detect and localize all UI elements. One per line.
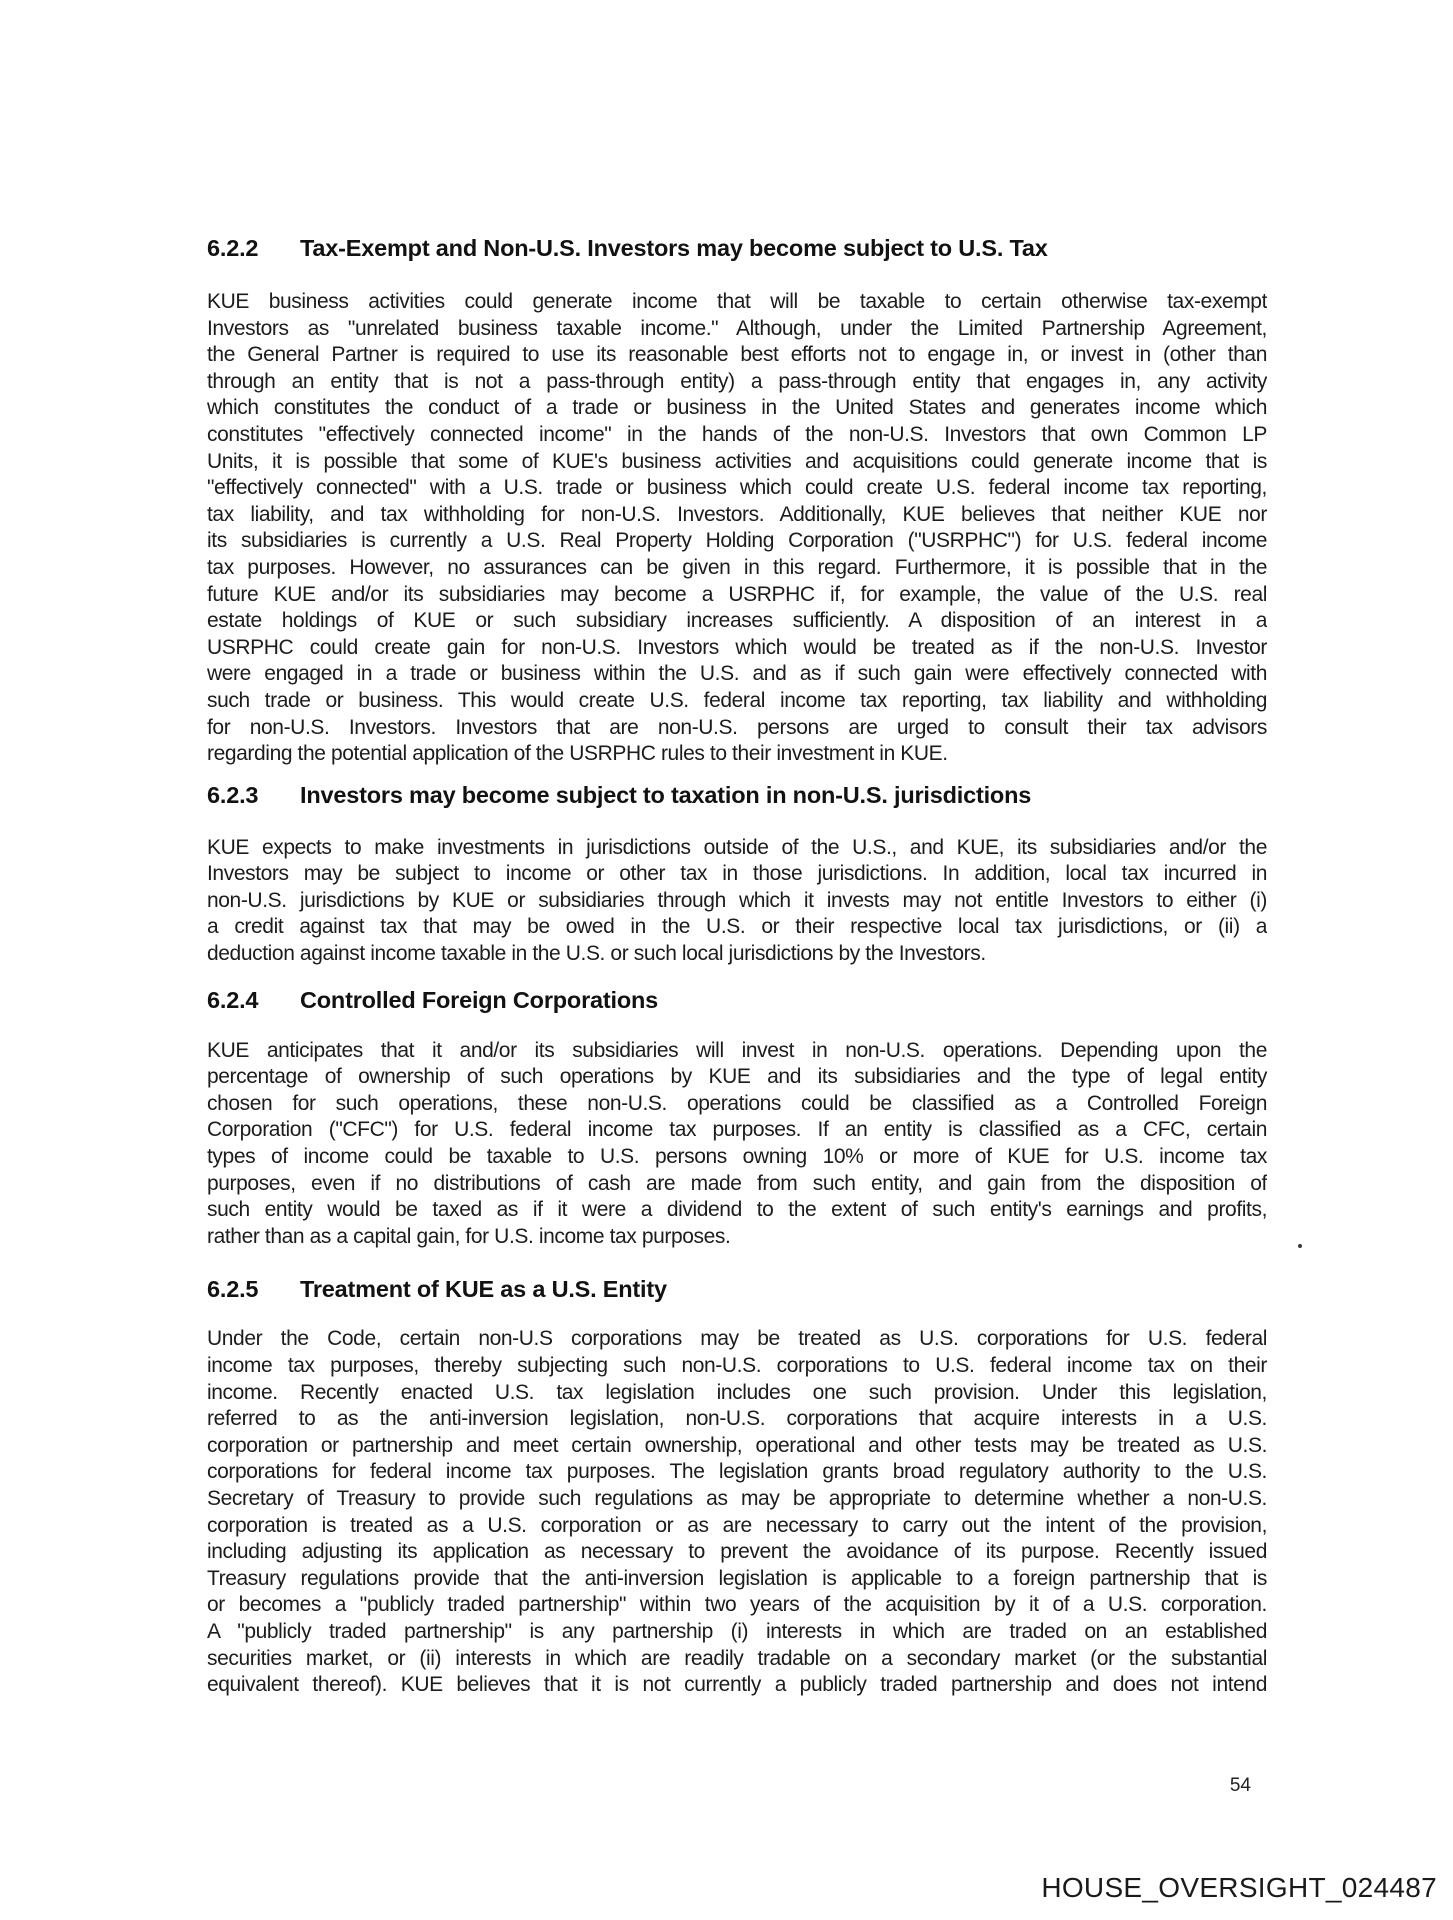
section-6-2-2 [207, 235, 1267, 768]
text-line: securities market, or (ii) interests in which are readily tradable on a secondary market (or the substantial [207, 1646, 1267, 1670]
text-line: regarding the potential application of the USRPHC rules to their investment in KUE. [207, 742, 948, 766]
text-line: deduction against income taxable in the U.S. or such local jurisdictions by the Investors. [207, 942, 986, 966]
text-line: or becomes a "publicly traded partnership" within two years of the acquisition by it of a U.S. corporation. [207, 1593, 1267, 1617]
text-line: Under the Code, certain non-U.S corporations may be treated as U.S. corporations for U.S. federal [207, 1327, 1267, 1351]
text-line: corporation or partnership and meet certain ownership, operational and other tests may be treated as U.S. [207, 1433, 1267, 1457]
text-line: tax purposes. However, no assurances can be given in this regard. Furthermore, it is possible that in the [207, 555, 1267, 579]
section-paragraph [207, 289, 1267, 768]
text-line: chosen for such operations, these non-U.S. operations could be classified as a Controlled Foreign [207, 1091, 1267, 1115]
scan-artifact-dot [1298, 1244, 1302, 1248]
text-line: KUE anticipates that it and/or its subsidiaries will invest in non-U.S. operations. Depending upon the [207, 1038, 1267, 1062]
text-line: such entity would be taxed as if it were a dividend to the extent of such entity's earnings and profits, [207, 1198, 1267, 1222]
text-line: types of income could be taxable to U.S. persons owning 10% or more of KUE for U.S. income tax [207, 1145, 1267, 1169]
page-number: 54 [1229, 1775, 1251, 1796]
section-paragraph [207, 835, 1267, 968]
text-line: were engaged in a trade or business within the U.S. and as if such gain were effectively connected with [207, 662, 1267, 686]
text-line: its subsidiaries is currently a U.S. Real Property Holding Corporation ("USRPHC") for U.S. federal income [207, 529, 1267, 553]
text-line: purposes, even if no distributions of cash are made from such entity, and gain from the disposition of [207, 1171, 1267, 1195]
text-column [207, 0, 1267, 1699]
text-line: estate holdings of KUE or such subsidiary increases sufficiently. A disposition of an interest in a [207, 609, 1267, 633]
text-line: percentage of ownership of such operations by KUE and its subsidiaries and the type of legal entity [207, 1065, 1267, 1089]
section-title: Tax-Exempt and Non-U.S. Investors may become subject to U.S. Tax [300, 235, 1048, 261]
text-line: including adjusting its application as necessary to prevent the avoidance of its purpose. Recently issued [207, 1540, 1267, 1564]
section-heading [207, 987, 1267, 1014]
text-line: income. Recently enacted U.S. tax legislation includes one such provision. Under this legislation, [207, 1380, 1267, 1404]
section-heading [207, 1276, 1267, 1303]
text-line: tax liability, and tax withholding for non-U.S. Investors. Additionally, KUE believes that neither KUE nor [207, 502, 1267, 526]
text-line: Investors as "unrelated business taxable income." Although, under the Limited Partnership Agreement, [207, 316, 1267, 340]
text-line: USRPHC could create gain for non-U.S. Investors which would be treated as if the non-U.S. Investor [207, 635, 1267, 659]
text-line: referred to as the anti-inversion legislation, non-U.S. corporations that acquire interests in a U.S. [207, 1407, 1267, 1431]
section-6-2-5 [207, 1276, 1267, 1698]
section-number: 6.2.5 [207, 1276, 259, 1303]
text-line: corporation is treated as a U.S. corporation or as are necessary to carry out the intent of the provision, [207, 1513, 1267, 1537]
text-line: Units, it is possible that some of KUE's business activities and acquisitions could generate income that is [207, 449, 1267, 473]
section-heading [207, 782, 1267, 809]
text-line: for non-U.S. Investors. Investors that are non-U.S. persons are urged to consult their tax advisors [207, 715, 1267, 739]
text-line: Secretary of Treasury to provide such regulations as may be appropriate to determine whether a non-U.S. [207, 1486, 1267, 1510]
text-line: through an entity that is not a pass-through entity) a pass-through entity that engages in, any activity [207, 369, 1267, 393]
text-line: income tax purposes, thereby subjecting such non-U.S. corporations to U.S. federal income tax on their [207, 1354, 1267, 1377]
text-line: A "publicly traded partnership" is any partnership (i) interests in which are traded on an established [207, 1619, 1267, 1643]
text-line: future KUE and/or its subsidiaries may become a USRPHC if, for example, the value of the U.S. real [207, 582, 1267, 606]
section-paragraph [207, 1326, 1267, 1698]
text-line: the General Partner is required to use its reasonable best efforts not to engage in, or invest in (other than [207, 343, 1267, 367]
text-line: KUE business activities could generate income that will be taxable to certain otherwise tax-exempt [207, 290, 1267, 313]
text-line: constitutes "effectively connected income" in the hands of the non-U.S. Investors that own Common LP [207, 422, 1267, 446]
section-6-2-3 [207, 782, 1267, 968]
text-line: which constitutes the conduct of a trade or business in the United States and generates income which [207, 396, 1267, 420]
text-line: non-U.S. jurisdictions by KUE or subsidiaries through which it invests may not entitle Investors to either (i) [207, 888, 1267, 912]
section-heading [207, 235, 1267, 262]
text-line: rather than as a capital gain, for U.S. income tax purposes. [207, 1224, 731, 1248]
text-line: "effectively connected" with a U.S. trade or business which could create U.S. federal income tax reporting, [207, 476, 1267, 500]
text-line: Treasury regulations provide that the anti-inversion legislation is applicable to a foreign partnership that is [207, 1566, 1267, 1590]
section-title: Treatment of KUE as a U.S. Entity [300, 1276, 667, 1303]
text-line: Corporation ("CFC") for U.S. federal income tax purposes. If an entity is classified as a CFC, certain [207, 1118, 1267, 1142]
section-paragraph [207, 1038, 1267, 1251]
section-title: Investors may become subject to taxation in non-U.S. jurisdictions [300, 781, 1032, 808]
section-number: 6.2.2 [207, 235, 259, 261]
section-number: 6.2.4 [207, 986, 259, 1013]
text-line: Investors may be subject to income or other tax in those jurisdictions. In addition, local tax incurred in [207, 862, 1267, 886]
section-6-2-4 [207, 987, 1267, 1251]
text-line: a credit against tax that may be owed in the U.S. or their respective local tax jurisdictions, or (ii) a [207, 915, 1267, 939]
bates-stamp: HOUSE_OVERSIGHT_024487 [1041, 1872, 1437, 1903]
text-line: KUE expects to make investments in jurisdictions outside of the U.S., and KUE, its subsidiaries and/or the [207, 835, 1267, 859]
text-line: equivalent thereof). KUE believes that it is not currently a publicly traded partnership and does not intend [207, 1673, 1267, 1697]
text-line: corporations for federal income tax purposes. The legislation grants broad regulatory authority to the U.S. [207, 1460, 1267, 1484]
text-line: such trade or business. This would create U.S. federal income tax reporting, tax liability and withholding [207, 688, 1267, 712]
section-title: Controlled Foreign Corporations [300, 986, 659, 1013]
section-number: 6.2.3 [207, 781, 259, 808]
